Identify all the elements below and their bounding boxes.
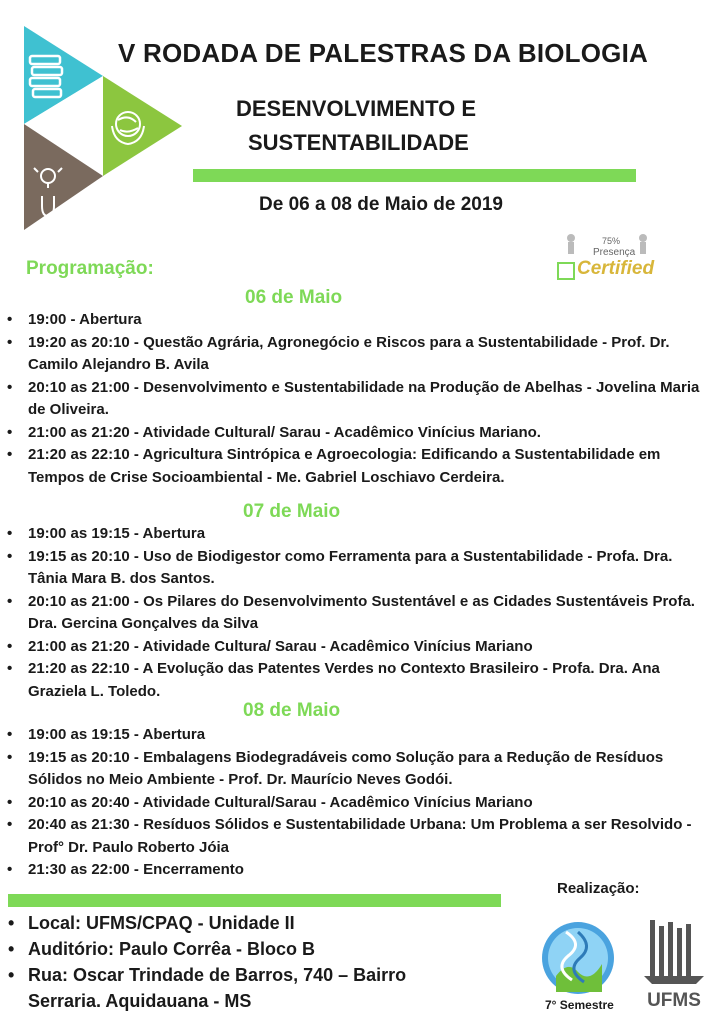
info-divider — [8, 894, 501, 907]
list-item: • 20:10 as 21:00 - Desenvolvimento e Sustentabilidade na Produção de Abelhas - Jovelina Maria de Oliveira. — [0, 377, 700, 422]
semester-label: 7° Semestre — [545, 998, 614, 1012]
venue-info-list — [0, 910, 440, 1014]
certified-label: Certified — [577, 258, 655, 279]
subtitle-line-1: DESENVOLVIMENTO E — [236, 96, 477, 121]
list-item: • 21:20 as 22:10 - A Evolução das Patentes Verdes no Contexto Brasileiro - Profa. Dra. Ana Graziela L. Toledo. — [0, 658, 700, 703]
list-item: • 21:00 as 21:20 - Atividade Cultura/ Sarau - Acadêmico Vinícius Mariano — [0, 636, 700, 659]
realizacao-label: Realização: — [557, 880, 640, 897]
title-divider — [193, 169, 636, 182]
logo-globe-triangle — [103, 76, 182, 176]
venue-address: • Rua: Oscar Trindade de Barros, 740 – Bairro Serraria. Aquidauana - MS — [0, 962, 440, 1014]
certified-presence: Presença — [593, 247, 636, 258]
day-1-title: 06 de Maio — [245, 287, 343, 308]
semester-logo — [538, 920, 620, 998]
list-item: • 19:20 as 20:10 - Questão Agrária, Agronegócio e Riscos para a Sustentabilidade - Prof. Dr. Camilo Alejandro B. Avila — [0, 332, 700, 377]
list-item: • 20:10 as 20:40 - Atividade Cultural/Sarau - Acadêmico Vinícius Mariano — [0, 792, 700, 815]
day-1-list — [0, 309, 700, 489]
venue-location: • Local: UFMS/CPAQ - Unidade II — [0, 910, 440, 936]
ufms-logo-text: UFMS — [647, 990, 701, 1010]
list-item: • 21:20 as 22:10 - Agricultura Sintrópica e Agroecologia: Edificando a Sustentabilidade em Tempos de Crise Socioambiental - Me. Gabriel Loschiavo Cerdeira. — [0, 444, 700, 489]
day-2-title: 07 de Maio — [243, 501, 341, 522]
day-3-title: 08 de Maio — [243, 700, 341, 721]
list-item: • 19:00 as 19:15 - Abertura — [0, 523, 700, 546]
list-item: • 19:00 - Abertura — [0, 309, 700, 332]
subtitle-line-2: SUSTENTABILIDADE — [248, 130, 469, 155]
certified-percent: 75% — [602, 236, 621, 246]
certified-badge — [553, 232, 681, 282]
list-item: • 19:15 as 20:10 - Uso de Biodigestor como Ferramenta para a Sustentabilidade - Profa. Dra. Tânia Mara B. dos Santos. — [0, 546, 700, 591]
list-item: • 19:00 as 19:15 - Abertura — [0, 724, 700, 747]
ufms-logo — [638, 918, 710, 1010]
event-dates: De 06 a 08 de Maio de 2019 — [259, 194, 503, 215]
list-item: • 21:30 as 22:00 - Encerramento — [0, 859, 700, 882]
day-2-list — [0, 523, 700, 703]
event-title: V RODADA DE PALESTRAS DA BIOLOGIA — [118, 38, 648, 68]
program-heading: Programação: — [26, 258, 154, 279]
list-item: • 21:00 as 21:20 - Atividade Cultural/ Sarau - Acadêmico Vinícius Mariano. — [0, 422, 700, 445]
venue-auditorium: • Auditório: Paulo Corrêa - Bloco B — [0, 936, 440, 962]
list-item: • 19:15 as 20:10 - Embalagens Biodegradáveis como Solução para a Redução de Resíduos Sólidos no Meio Ambiente - Prof. Dr. Maurício Neves Godói. — [0, 747, 700, 792]
list-item: • 20:10 as 21:00 - Os Pilares do Desenvolvimento Sustentável e as Cidades Sustentáveis Profa. Dra. Gercina Gonçalves da Silva — [0, 591, 700, 636]
day-3-list — [0, 724, 700, 882]
event-subtitle — [236, 92, 536, 160]
list-item: • 20:40 as 21:30 - Resíduos Sólidos e Sustentabilidade Urbana: Um Problema a ser Resolvido - Prof° Dr. Paulo Roberto Jóia — [0, 814, 700, 859]
check-icon — [557, 262, 575, 280]
